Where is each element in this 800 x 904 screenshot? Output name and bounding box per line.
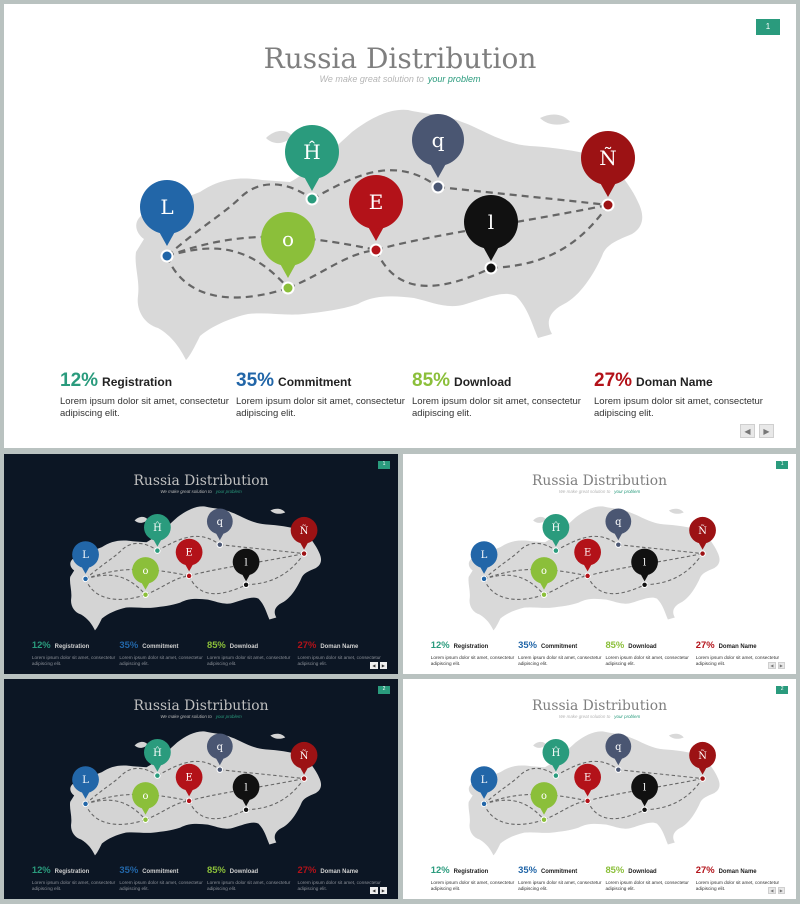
stat-description: Lorem ipsum dolor sit amet, consectetur adipiscing elit.	[206, 655, 291, 667]
stat-percentage: 27%	[297, 639, 317, 651]
marker-glyph: o	[541, 790, 547, 802]
stat-heading	[518, 860, 602, 878]
marker-glyph: Ĥ	[303, 140, 321, 164]
stat-label: Doman Name	[320, 869, 359, 876]
slide-navigation	[370, 662, 387, 669]
stat-percentage: 35%	[119, 639, 139, 651]
stat-label: Doman Name	[320, 644, 359, 651]
slide-thumbnail-2[interactable]	[4, 454, 398, 674]
marker-glyph: L	[82, 550, 89, 562]
slide-thumbnail-3[interactable]	[403, 454, 796, 674]
marker-glyph: l	[244, 557, 248, 569]
slide-title: Russia Distribution	[263, 42, 537, 75]
stat-block-doman-name	[594, 370, 764, 420]
slide-title: Russia Distribution	[133, 472, 269, 489]
marker-glyph: Ĥ	[153, 522, 162, 534]
island-shape	[540, 115, 570, 125]
slide-navigation	[370, 887, 387, 894]
stat-description: Lorem ipsum dolor sit amet, consectetur adipiscing elit.	[206, 880, 291, 892]
stat-label: Registration	[102, 375, 173, 389]
stat-block-download	[605, 635, 689, 667]
stat-percentage: 27%	[297, 864, 317, 876]
page-number-badge: 2	[378, 686, 390, 694]
stat-heading	[32, 635, 117, 653]
stat-label: Registration	[54, 644, 90, 651]
chevron-right-icon[interactable]: ▶	[778, 662, 785, 669]
slide-title: Russia Distribution	[531, 472, 668, 489]
stat-label: Commitment	[540, 869, 578, 876]
stat-block-download	[207, 635, 292, 667]
stat-description: Lorem ipsum dolor sit amet, consectetur adipiscing elit.	[297, 655, 381, 667]
stat-percentage: 85%	[412, 370, 451, 391]
stat-heading	[236, 370, 406, 392]
chevron-left-icon[interactable]: ◀	[370, 887, 377, 894]
stat-label: Download	[628, 644, 657, 651]
stat-label: Registration	[453, 869, 489, 876]
stat-label: Doman Name	[718, 869, 757, 876]
stat-heading	[119, 860, 204, 878]
marker-glyph: E	[583, 547, 592, 559]
stat-percentage: 12%	[430, 639, 450, 651]
stat-description: Lorem ipsum dolor sit amet, consectetur adipiscing elit.	[695, 880, 780, 892]
stat-percentage: 35%	[119, 864, 139, 876]
slide-thumbnail-1[interactable]	[4, 4, 796, 448]
stat-label: Download	[628, 869, 657, 876]
stat-heading	[207, 860, 292, 878]
stat-description: Lorem ipsum dolor sit amet, consectetur adipiscing elit.	[119, 655, 203, 667]
slide-title: Russia Distribution	[531, 697, 668, 714]
stat-block-commitment	[518, 860, 602, 892]
island-shape	[270, 509, 285, 514]
marker-glyph: q	[216, 741, 224, 753]
marker-glyph: E	[368, 190, 384, 214]
stat-heading	[605, 860, 689, 878]
stat-description: Lorem ipsum dolor sit amet, consectetur adipiscing elit.	[412, 396, 581, 419]
marker-glyph: Ñ	[698, 750, 707, 762]
stat-description: Lorem ipsum dolor sit amet, consectetur adipiscing elit.	[119, 880, 203, 892]
marker-glyph: Ñ	[299, 525, 309, 537]
page-number-badge: 1	[756, 19, 780, 35]
page-number-badge: 1	[378, 461, 390, 469]
marker-glyph: o	[142, 565, 149, 577]
stat-label: Download	[229, 644, 259, 651]
subtitle-text: We make great solution to	[558, 488, 611, 494]
slide-navigation	[768, 662, 785, 669]
stat-percentage: 35%	[236, 370, 275, 391]
stat-label: Registration	[54, 869, 90, 876]
slide-thumbnail-4[interactable]	[4, 679, 398, 899]
stat-percentage: 27%	[695, 864, 715, 876]
marker-glyph: E	[185, 547, 193, 559]
marker-glyph: q	[615, 741, 622, 753]
marker-glyph: L	[160, 195, 174, 219]
marker-glyph: Ñ	[299, 750, 309, 762]
stat-percentage: 12%	[60, 370, 99, 391]
marker-glyph: o	[541, 565, 547, 577]
stat-block-commitment	[119, 635, 204, 667]
stat-block-download	[605, 860, 689, 892]
stat-percentage: 85%	[206, 864, 226, 876]
slide-thumbnail-5[interactable]	[403, 679, 796, 899]
stat-label: Download	[229, 869, 259, 876]
page-number-badge: 2	[776, 686, 788, 694]
chevron-right-icon[interactable]: ▶	[778, 887, 785, 894]
marker-glyph: E	[185, 772, 193, 784]
russia-territory-shape	[468, 506, 719, 630]
stat-description: Lorem ipsum dolor sit amet, consectetur adipiscing elit.	[695, 655, 780, 667]
chevron-left-icon[interactable]: ◀	[370, 662, 377, 669]
subtitle-text: We make great solution to	[558, 713, 611, 719]
stat-description: Lorem ipsum dolor sit amet, consectetur adipiscing elit.	[518, 880, 602, 892]
stat-percentage: 12%	[31, 864, 51, 876]
stat-heading	[431, 860, 515, 878]
stat-label: Commitment	[540, 644, 578, 651]
stat-percentage: 35%	[518, 639, 537, 651]
island-shape	[669, 509, 684, 514]
marker-glyph: l	[487, 210, 495, 234]
stat-label: Download	[454, 375, 512, 389]
stat-label: Commitment	[278, 375, 352, 389]
slide-navigation	[740, 424, 774, 438]
stat-percentage: 12%	[430, 864, 450, 876]
marker-glyph: Ĥ	[551, 747, 561, 759]
stat-block-registration	[60, 370, 230, 420]
marker-glyph: o	[142, 790, 149, 802]
chevron-left-icon[interactable]: ◀	[768, 887, 775, 894]
stat-percentage: 85%	[605, 864, 625, 876]
stat-heading	[605, 635, 689, 653]
stat-block-registration	[431, 860, 515, 892]
island-shape	[270, 734, 285, 739]
slide-navigation	[768, 887, 785, 894]
stat-heading	[696, 635, 780, 653]
stat-label: Doman Name	[718, 644, 757, 651]
russia-territory-shape	[70, 731, 321, 855]
chevron-right-icon[interactable]: ▶	[380, 887, 387, 894]
stat-description: Lorem ipsum dolor sit amet, consectetur adipiscing elit.	[297, 880, 381, 892]
marker-glyph: q	[216, 516, 224, 528]
slide-title: Russia Distribution	[133, 697, 269, 714]
stat-description: Lorem ipsum dolor sit amet, consectetur adipiscing elit.	[31, 655, 116, 667]
subtitle-highlight: your problem	[215, 713, 242, 719]
stat-block-commitment	[119, 860, 204, 892]
stat-description: Lorem ipsum dolor sit amet, consectetur adipiscing elit.	[60, 396, 229, 419]
stat-block-registration	[32, 860, 117, 892]
stat-description: Lorem ipsum dolor sit amet, consectetur adipiscing elit.	[594, 396, 763, 419]
marker-glyph: Ĥ	[153, 747, 162, 759]
stat-heading	[696, 860, 780, 878]
stat-label: Doman Name	[636, 375, 713, 389]
subtitle-text: We make great solution to	[319, 74, 424, 84]
stat-block-registration	[431, 635, 515, 667]
stat-heading	[119, 635, 204, 653]
stat-block-registration	[32, 635, 117, 667]
subtitle-text: We make great solution to	[160, 488, 212, 494]
marker-glyph: Ñ	[698, 525, 707, 537]
chevron-left-icon[interactable]: ◀	[740, 424, 755, 438]
stat-percentage: 35%	[518, 864, 537, 876]
page-number-badge: 1	[776, 461, 788, 469]
marker-glyph: Ñ	[599, 146, 617, 170]
subtitle-highlight: your problem	[215, 488, 242, 494]
marker-glyph: L	[480, 775, 488, 787]
marker-glyph: Ĥ	[551, 522, 561, 534]
stat-heading	[298, 635, 383, 653]
stat-label: Commitment	[142, 869, 179, 876]
marker-glyph: o	[281, 227, 295, 251]
stat-heading	[32, 860, 117, 878]
marker-glyph: E	[583, 772, 592, 784]
marker-glyph: L	[480, 550, 488, 562]
chevron-left-icon[interactable]: ◀	[768, 662, 775, 669]
subtitle-highlight: your problem	[614, 713, 641, 719]
marker-glyph: q	[431, 128, 445, 152]
marker-glyph: l	[643, 782, 647, 794]
stat-block-commitment	[518, 635, 602, 667]
stat-heading	[431, 635, 515, 653]
stat-description: Lorem ipsum dolor sit amet, consectetur adipiscing elit.	[236, 396, 405, 419]
stat-heading	[412, 370, 582, 392]
stat-label: Registration	[453, 644, 489, 651]
russia-territory-shape	[70, 506, 321, 630]
stat-description: Lorem ipsum dolor sit amet, consectetur adipiscing elit.	[605, 655, 689, 667]
stat-heading	[60, 370, 230, 392]
stat-heading	[298, 860, 383, 878]
stat-percentage: 85%	[605, 639, 625, 651]
stat-percentage: 27%	[594, 370, 633, 391]
stat-description: Lorem ipsum dolor sit amet, consectetur adipiscing elit.	[605, 880, 689, 892]
subtitle-text: We make great solution to	[160, 713, 212, 719]
stat-block-download	[412, 370, 582, 420]
stat-heading	[594, 370, 764, 392]
stat-block-commitment	[236, 370, 406, 420]
stat-block-download	[207, 860, 292, 892]
stat-percentage: 85%	[206, 639, 226, 651]
island-shape	[669, 734, 684, 739]
stat-percentage: 27%	[695, 639, 715, 651]
stat-description: Lorem ipsum dolor sit amet, consectetur adipiscing elit.	[430, 880, 515, 892]
chevron-right-icon[interactable]: ▶	[759, 424, 774, 438]
subtitle-highlight: your problem	[427, 74, 481, 84]
stat-label: Commitment	[142, 644, 179, 651]
stat-description: Lorem ipsum dolor sit amet, consectetur adipiscing elit.	[518, 655, 602, 667]
stat-heading	[207, 635, 292, 653]
stat-heading	[518, 635, 602, 653]
stat-description: Lorem ipsum dolor sit amet, consectetur adipiscing elit.	[31, 880, 116, 892]
subtitle-highlight: your problem	[614, 488, 641, 494]
marker-glyph: L	[82, 775, 89, 787]
stat-description: Lorem ipsum dolor sit amet, consectetur adipiscing elit.	[430, 655, 515, 667]
marker-glyph: l	[244, 782, 248, 794]
marker-glyph: q	[615, 516, 622, 528]
russia-territory-shape	[136, 110, 643, 360]
marker-glyph: l	[643, 557, 647, 569]
russia-territory-shape	[468, 731, 719, 855]
chevron-right-icon[interactable]: ▶	[380, 662, 387, 669]
stat-percentage: 12%	[31, 639, 51, 651]
